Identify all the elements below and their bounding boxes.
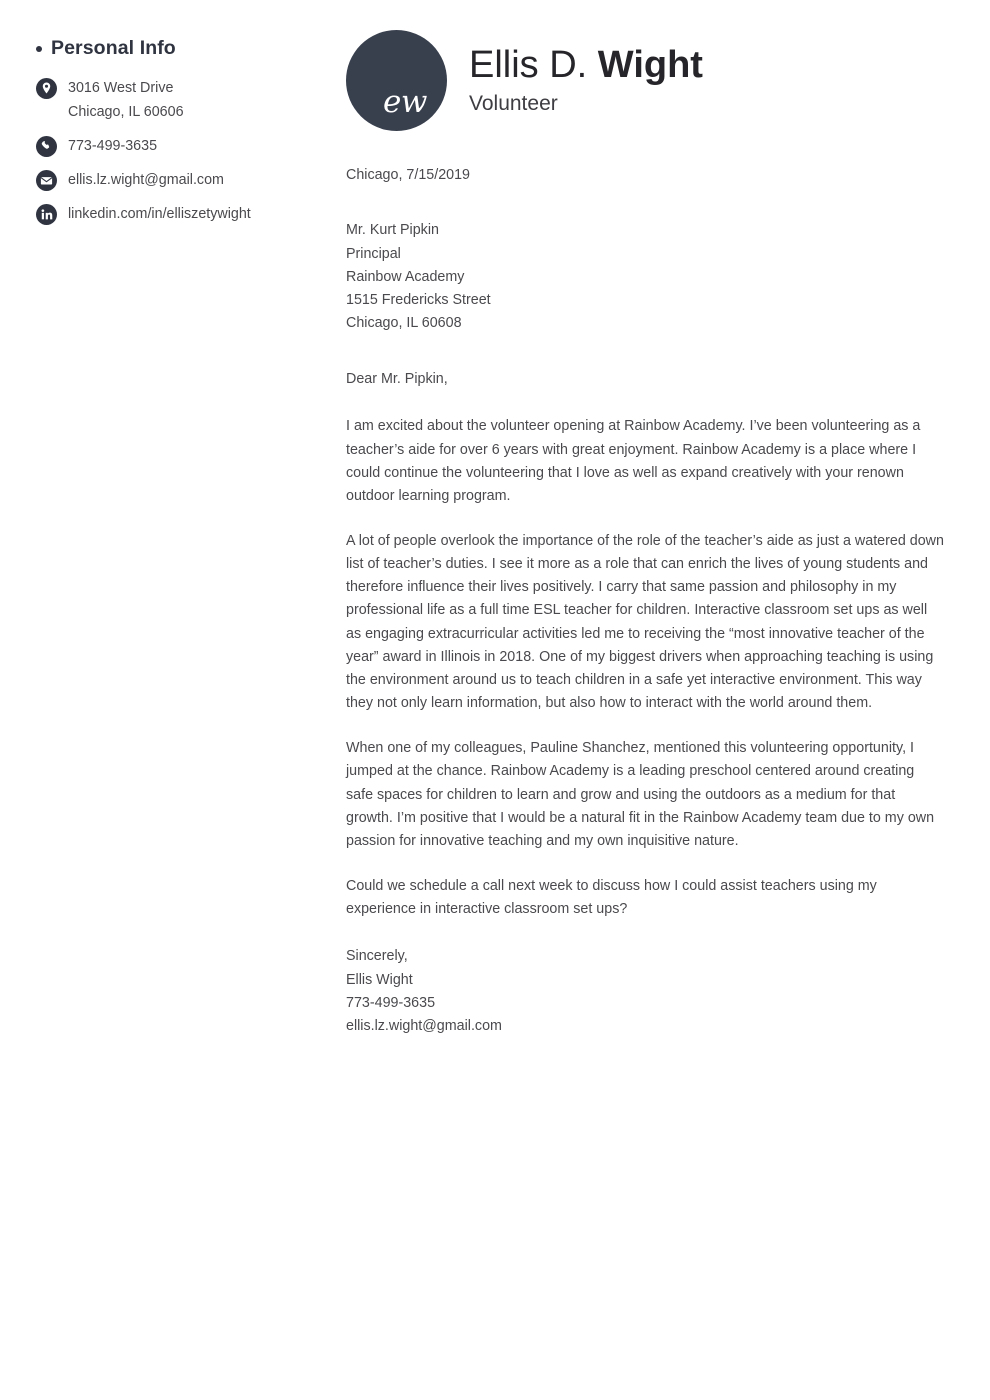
email-value: ellis.lz.wight@gmail.com [68,171,224,188]
page-title [469,44,703,87]
recipient-name: Mr. Kurt Pipkin [346,222,439,239]
signature-phone: 773-499-3635 [346,994,436,1011]
job-title: Volunteer [469,92,558,116]
recipient-title: Principal [346,245,401,262]
body-paragraph: I am excited about the volunteer opening at Rainbow Academy. I’ve been volunteering as a teacher’s aide for over 6 years with great enjoyment. Rainbow Academy is a place where I could continue the volunteering that I love as well as expand creatively with your renown outdoor learning program. [346,418,921,504]
contact-item-linkedin[interactable] [36,203,320,226]
recipient-company: Rainbow Academy [346,268,465,285]
contact-item-phone[interactable] [36,135,320,158]
personal-info-heading [36,38,320,59]
linkedin-text [68,203,251,226]
signature-email: ellis.lz.wight@gmail.com [346,1017,502,1034]
linkedin-icon [36,204,57,225]
recipient-block [346,219,944,335]
signature-name: Ellis Wight [346,971,413,988]
map-pin-icon [36,78,57,99]
name-block [469,44,703,118]
body-paragraph: Could we schedule a call next week to discuss how I could assist teachers using my experience in interactive classroom set ups? [346,878,877,918]
linkedin-value: linkedin.com/in/elliszetywight [68,206,251,223]
letter-header [346,30,944,131]
letter-body [346,0,990,1400]
contact-item-address [36,77,320,123]
first-name: Ellis D. [469,43,588,86]
avatar-monogram: ew [383,84,427,120]
phone-text [68,135,157,158]
last-name: Wight [597,43,703,86]
envelope-icon [36,170,57,191]
body-paragraph: When one of my colleagues, Pauline Shanchez, mentioned this volunteering opportunity, I jumped at the chance. Rainbow Academy is a leading preschool centered around creating safe spaces for children to learn and grow and using the outdoors as a medium for that growth. I’m positive that I would be a natural fit in the Rainbow Academy team due to my own passion for innovative teaching and my own inquisitive nature. [346,740,935,849]
salutation: Dear Mr. Pipkin, [346,371,448,388]
sidebar [0,0,346,1400]
personal-info-heading-label: Personal Info [51,37,176,59]
body-paragraph: A lot of people overlook the importance of the role of the teacher’s aide as just a watered down list of teacher’s duties. I see it more as a role that can enrich the lives of young students and therefore influence their lives positively. I carry that same passion and philosophy in my professional life as a full time ESL teacher for children. Interactive classroom set ups as well as engaging extracurricular activities led me to receiving the “most innovative teacher of the year” award in Illinois in 2018. One of my biggest drivers when approaching teaching is using the environment around us to teach children in a safe yet interactive environment. This way they not only learn information, but also how to interact with the world around them. [346,533,944,712]
address-text [68,77,184,123]
recipient-city: Chicago, IL 60608 [346,315,462,332]
dot-icon [36,46,42,52]
valediction: Sincerely, [346,948,408,965]
recipient-street: 1515 Fredericks Street [346,291,491,308]
closing-block [346,945,944,1038]
avatar [346,30,447,131]
email-text [68,169,224,192]
phone-value: 773-499-3635 [68,137,158,154]
contact-item-email[interactable] [36,169,320,192]
phone-icon [36,136,57,157]
contact-list [36,77,320,226]
address-line-2: Chicago, IL 60606 [68,103,184,120]
date-line: Chicago, 7/15/2019 [346,167,471,183]
address-line-1: 3016 West Drive [68,80,174,97]
